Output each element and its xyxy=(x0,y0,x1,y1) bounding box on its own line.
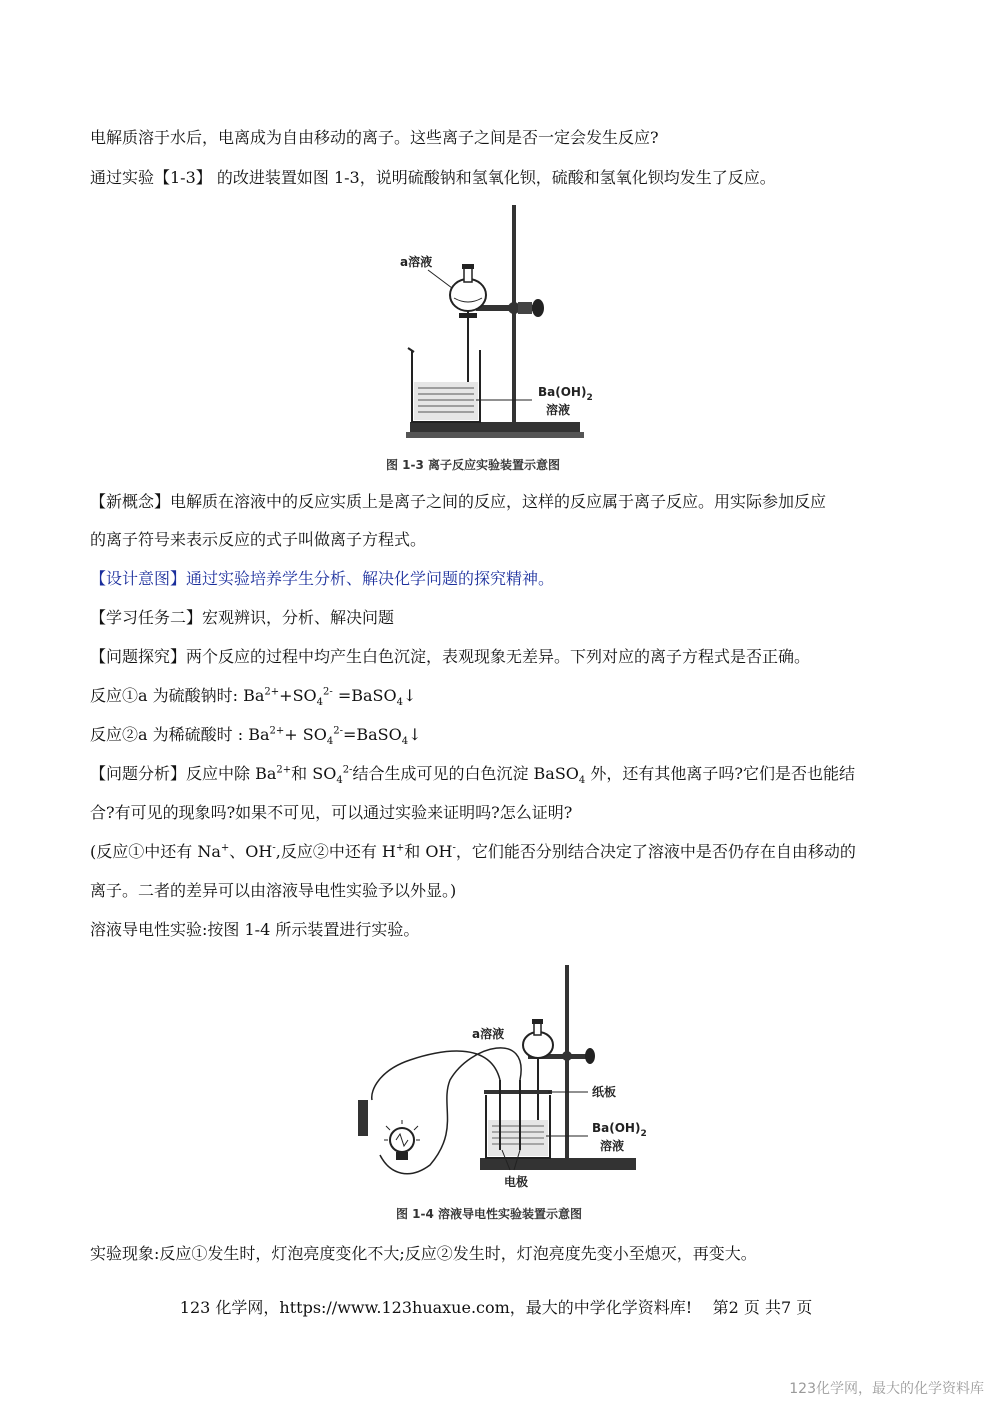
wire xyxy=(372,1051,500,1100)
stand-rod xyxy=(565,965,569,1161)
reaction-2-equation: 反应②a 为稀硫酸时 : $Ba^{2+}+$ $SO_4^{2-}=BaSO_4↓$ xyxy=(90,725,422,748)
paragraph-observation: 实验现象:反应①发生时，灯泡亮度变化不大;反应②发生时，灯泡亮度先变小至熄灭，再变大。 xyxy=(90,1244,757,1263)
figure-1-4-caption: 图 1-4 溶液导电性实验装置示意图 xyxy=(396,1207,583,1221)
paper-board xyxy=(484,1090,552,1094)
paragraph-ions-note-1: (反应①中还有 Na+、OH-,反应②中还有 H+和 OH-，它们能否分别结合决定了溶液中是否仍存在自由移动的 xyxy=(90,842,856,861)
separatory-funnel xyxy=(450,279,486,311)
label-baoh2: $Ba(OH)_2$ xyxy=(538,385,593,403)
label-baoh2-solution: 溶液 xyxy=(546,403,571,417)
reaction-1-equation: 反应①a 为硫酸钠时: $Ba^{2+}+SO_4^{2-}$ =BaSO$_4$↓ xyxy=(90,686,417,709)
footer-site-text: 123 化学网，https://www.123huaxue.com，最大的中学化学资料库! xyxy=(179,1298,693,1317)
label-baoh2: $Ba(OH)_2$ xyxy=(592,1121,647,1139)
paragraph-conductivity-experiment: 溶液导电性实验:按图 1-4 所示装置进行实验。 xyxy=(90,920,420,939)
stand-base xyxy=(480,1158,636,1170)
watermark: 123化学网，最大的化学资料库 xyxy=(789,1381,984,1397)
figure-1-3-apparatus xyxy=(380,200,640,450)
paragraph-task-two: 【学习任务二】宏观辨识，分析、解决问题 xyxy=(90,608,395,627)
paragraph-experiment-1-3: 通过实验【1-3】 的改进装置如图 1-3，说明硫酸钠和氢氧化钡，硫酸和氢氧化钡均发生了反应。 xyxy=(90,168,776,187)
footer-page-number: 第2 页 共7 页 xyxy=(712,1298,813,1317)
label-a-solution: a溶液 xyxy=(400,255,433,269)
socket xyxy=(358,1100,368,1136)
separatory-funnel xyxy=(523,1032,553,1058)
page-footer xyxy=(0,1298,992,1318)
label-board: 纸板 xyxy=(592,1085,617,1099)
label-a-solution: a溶液 xyxy=(472,1027,505,1041)
paragraph-intro: 电解质溶于水后，电离成为自由移动的离子。这些离子之间是否一定会发生反应? xyxy=(90,128,659,147)
label-baoh2-solution: 溶液 xyxy=(600,1139,625,1153)
paragraph-ions-note-2: 离子。二者的差异可以由溶液导电性实验予以外显。) xyxy=(90,881,457,900)
paragraph-new-concept-2: 的离子符号来表示反应的式子叫做离子方程式。 xyxy=(90,530,427,549)
label-electrode: 电极 xyxy=(504,1175,529,1189)
figure-1-3-caption: 图 1-3 离子反应实验装置示意图 xyxy=(386,458,561,472)
paragraph-design-intent: 【设计意图】通过实验培养学生分析、解决化学问题的探究精神。 xyxy=(90,569,555,588)
paragraph-problem-explore: 【问题探究】两个反应的过程中均产生白色沉淀，表观现象无差异。下列对应的离子方程式是否正确。 xyxy=(90,647,811,666)
paragraph-problem-analysis-2: 合?有可见的现象吗?如果不可见，可以通过实验来证明吗?怎么证明? xyxy=(90,803,573,822)
paragraph-problem-analysis-1: 【问题分析】反应中除 $Ba^{2+}$和 $SO_4^{2-}$结合生成可见的白色沉淀 BaSO$_4$ 外，还有其他离子吗?它们是否也能结 xyxy=(90,764,855,787)
paragraph-new-concept-1: 【新概念】电解质在溶液中的反应实质上是离子之间的反应，这样的反应属于离子反应。用实际参加反应 xyxy=(90,492,827,511)
figure-1-4-apparatus xyxy=(350,960,670,1190)
